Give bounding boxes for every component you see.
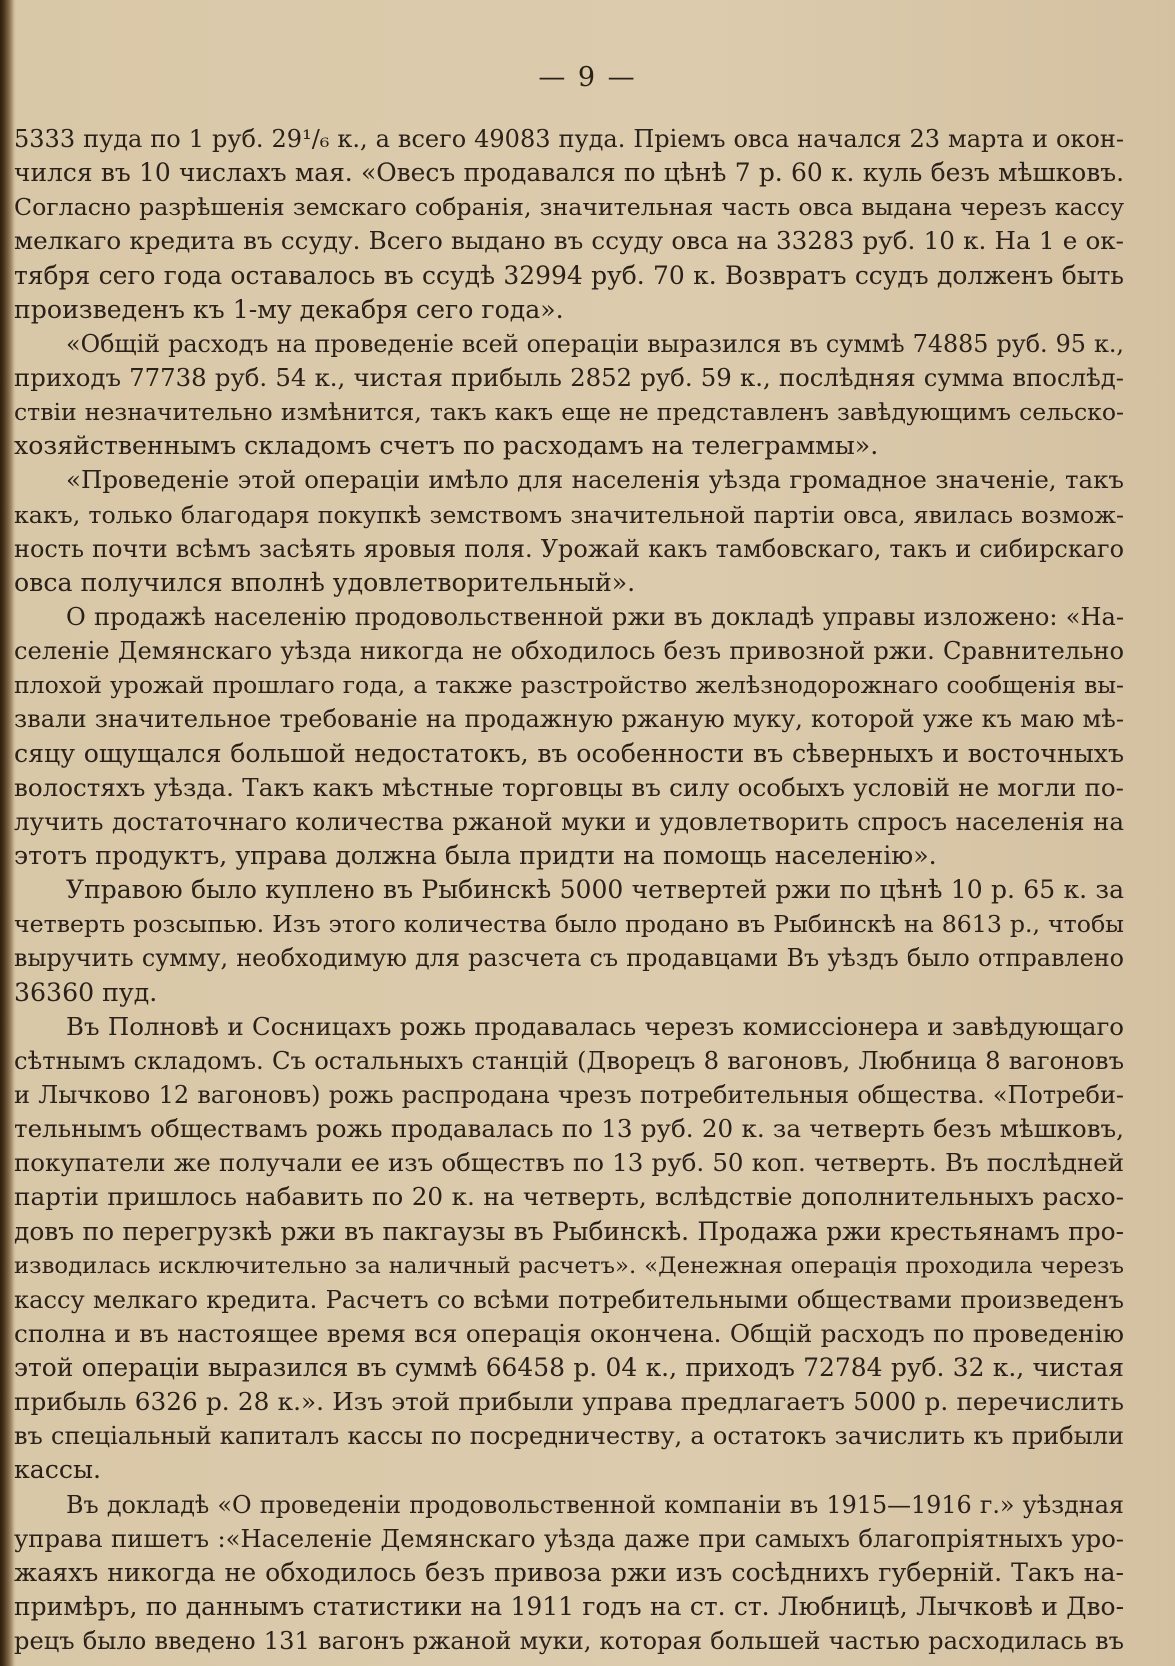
text-line: сѣтнымъ складомъ. Съ остальныхъ станцій (Дворецъ 8 вагоновъ, Любница 8 вагоновъ — [14, 1045, 1124, 1075]
text-line: овса получился вполнѣ удовлетворительный». — [14, 567, 636, 597]
text-line: плохой урожай прошлаго года, а также разстройство желѣзнодорожнаго сообщенія вы- — [14, 671, 1124, 700]
text-line: произведенъ къ 1-му декабря сего года». — [14, 294, 564, 324]
text-line: какъ, только благодаря покупкѣ земствомъ значительной партіи овса, явилась возмож- — [14, 500, 1124, 529]
text-line: Согласно разрѣшенія земскаго собранія, значительная часть овса выдана черезъ кассу — [14, 193, 1124, 222]
text-line: сполна и въ настоящее время вся операція окончена. Общій расходъ по проведенію — [14, 1318, 1124, 1348]
text-line: лучить достаточнаго количества ржаной муки и удовлетворить спросъ населенія на — [14, 806, 1124, 836]
text-line: О продажѣ населенію продовольственной ржи въ докладѣ управы изложено: «На- — [66, 602, 1124, 631]
text-line: приходъ 77738 руб. 54 к., чистая прибыль 2852 руб. 59 к., послѣдняя сумма впослѣд- — [14, 362, 1124, 392]
text-line: «Проведеніе этой операціи имѣло для населенія уѣзда громадное значеніе, такъ — [66, 465, 1124, 495]
text-line: волостяхъ уѣзда. Такъ какъ мѣстные торговцы въ силу особыхъ условій не могли по- — [14, 772, 1124, 802]
binding-shadow — [0, 0, 14, 1666]
text-line: звали значительное требованіе на продажную ржаную муку, которой уже къ маю мѣ- — [14, 705, 1124, 734]
text-line: довъ по перегрузкѣ ржи въ пакгаузы въ Рыбинскѣ. Продажа ржи крестьянамъ про- — [14, 1216, 1124, 1246]
text-line: ность почти всѣмъ засѣять яровыя поля. Урожай какъ тамбовскаго, такъ и сибирскаго — [14, 534, 1124, 563]
text-line: ствіи незначительно измѣнится, такъ какъ еще не представленъ завѣдующимъ сельско- — [14, 398, 1124, 427]
text-line: и Лычково 12 вагоновъ) рожь распродана чрезъ потребительныя общества. «Потреби- — [14, 1080, 1124, 1109]
text-line: примѣръ, по даннымъ статистики на 1911 годъ на ст. ст. Любницѣ, Лычковѣ и Дво- — [14, 1592, 1124, 1622]
page-number: — 9 — — [538, 62, 637, 93]
text-line: этотъ продуктъ, управа должна была придти на помощь населенію». — [14, 840, 937, 870]
text-line: 36360 пуд. — [14, 977, 158, 1007]
text-line: «Общій расходъ на проведеніе всей операціи выразился въ суммѣ 74885 руб. 95 к., — [66, 329, 1124, 358]
text-line: въ спеціальный капиталъ кассы по посредничеству, а остатокъ зачислить къ прибыли — [14, 1422, 1124, 1451]
text-line: прибыль 6326 р. 28 к.». Изъ этой прибыли управа предлагаетъ 5000 р. перечислить — [14, 1387, 1124, 1417]
text-line: четверть розсыпью. Изъ этого количества было продано въ Рыбинскѣ на 8613 р., чтобы — [14, 910, 1124, 939]
text-line: покупатели же получали ее изъ обществъ по 13 руб. 50 коп. четверть. Въ послѣдней — [14, 1148, 1124, 1178]
text-line: изводилась исключительно за наличный расчетъ». «Денежная операція проходила черезъ — [14, 1252, 1124, 1279]
text-line: тельнымъ обществамъ рожь продавалась по 13 руб. 20 к. за четверть безъ мѣшковъ, — [14, 1114, 1124, 1144]
text-line: хозяйственнымъ складомъ счетъ по расходамъ на телеграммы». — [14, 431, 879, 461]
text-line: Въ докладѣ «О проведеніи продовольственной компаніи въ 1915—1916 г.» уѣздная — [66, 1490, 1124, 1519]
text-line: Управою было куплено въ Рыбинскѣ 5000 четвертей ржи по цѣнѣ 10 р. 65 к. за — [66, 875, 1124, 905]
text-line: кассы. — [14, 1455, 102, 1485]
text-line: мелкаго кредита въ ссуду. Всего выдано въ ссуду овса на 33283 руб. 10 к. На 1 е ок- — [14, 226, 1124, 256]
text-line: партіи пришлось набавить по 20 к. на четверть, вслѣдствіе дополнительныхъ расхо- — [14, 1182, 1124, 1212]
text-line: селеніе Демянскаго уѣзда никогда не обходилось безъ привозной ржи. Сравнительно — [14, 637, 1124, 666]
text-line: жаяхъ никогда не обходилось безъ привоза ржи изъ сосѣднихъ губерній. Такъ на- — [14, 1557, 1124, 1587]
text-line: этой операціи выразился въ суммѣ 66458 р. 04 к., приходъ 72784 руб. 32 к., чистая — [14, 1353, 1124, 1383]
text-line: кассу мелкаго кредита. Расчетъ со всѣми потребительными обществами произведенъ — [14, 1285, 1124, 1314]
text-line: 5333 пуда по 1 руб. 29¹/₆ к., а всего 49083 пуда. Пріемъ овса начался 23 марта и окон- — [14, 125, 1124, 153]
text-line: управа пишетъ :«Населеніе Демянскаго уѣзда даже при самыхъ благопріятныхъ уро- — [14, 1523, 1124, 1553]
text-line: выручить сумму, необходимую для разсчета съ продавцами Въ уѣздъ было отправлено — [14, 944, 1124, 973]
text-line: сяцу ощущался большой недостатокъ, въ особенности въ сѣверныхъ и восточныхъ — [14, 738, 1124, 768]
text-line: рецъ было введено 131 вагонъ ржаной муки, которая большей частью расходилась въ — [14, 1627, 1124, 1656]
text-line: чился въ 10 числахъ мая. «Овесъ продавался по цѣнѣ 7 р. 60 к. куль безъ мѣшковъ. — [14, 158, 1124, 188]
text-line: тября сего года оставалось въ ссудѣ 32994 руб. 70 к. Возвратъ ссудъ долженъ быть — [14, 260, 1124, 290]
body-text — [14, 122, 1124, 1658]
text-line: Въ Полновѣ и Сосницахъ рожь продавалась черезъ комиссіонера и завѣдующаго — [66, 1011, 1124, 1041]
